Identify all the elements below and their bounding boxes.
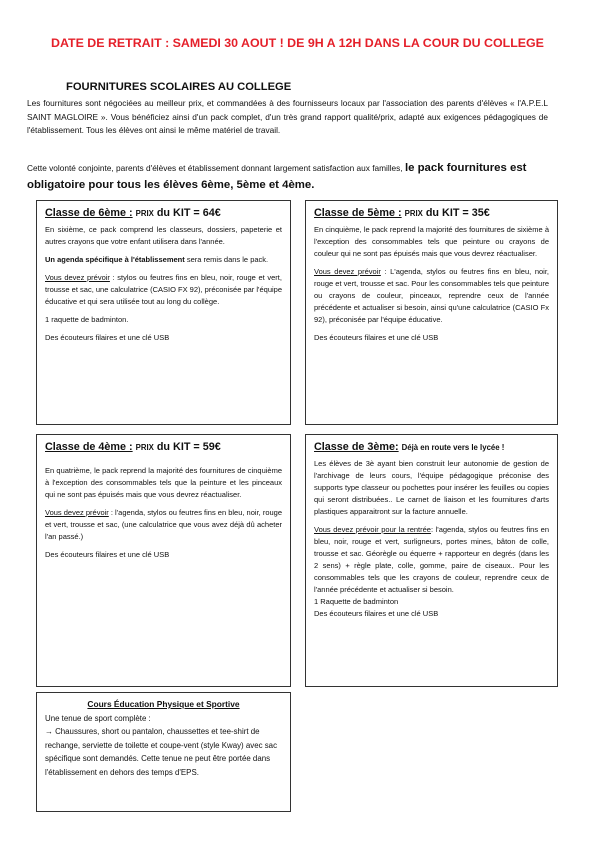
pickup-date-banner: DATE DE RETRAIT : SAMEDI 30 AOUT ! DE 9H A 12H DANS LA COUR DU COLLEGE xyxy=(51,36,544,50)
class-3-label: Classe de 3ème: xyxy=(314,441,399,453)
class-5-prevoir-label: Vous devez prévoir xyxy=(314,267,381,276)
intro-paragraph: Les fournitures sont négociées au meilleur prix, et commandées à des fournisseurs locaux par l'association des parents d'élèves « l'A.P.E.L SAINT MAGLOIRE ». Vous bénéficiez ainsi d'un pack complet, d'un très grand rapport qualité/prix, adapté aux exigences pédagogiques de l'établissement. Tous les élèves ont ainsi le même matériel de travail. xyxy=(27,98,548,136)
class-6-agenda-rest: sera remis dans le pack. xyxy=(184,255,269,264)
class-6-box xyxy=(36,200,291,425)
class-6-agenda-bold: Un agenda spécifique à l'établissement xyxy=(45,255,185,264)
class-6-racket: 1 raquette de badminton. xyxy=(45,315,129,324)
class-6-agenda xyxy=(45,254,282,266)
class-3-box xyxy=(305,434,558,687)
class-6-kit-price xyxy=(136,207,221,219)
class-3-heading xyxy=(314,440,549,455)
eps-box xyxy=(36,692,291,812)
class-6-label: Classe de 6ème : xyxy=(45,207,133,219)
class-5-kit-prefix: PRIX xyxy=(404,209,423,218)
class-6-prevoir xyxy=(45,272,282,308)
class-4-kit-label: du KIT = 59€ xyxy=(156,441,221,453)
class-6-kit-label: du KIT = 64€ xyxy=(156,207,221,219)
class-5-heading xyxy=(314,206,549,221)
class-3-racket: 1 Raquette de badminton xyxy=(314,597,399,606)
section-title: FOURNITURES SCOLAIRES AU COLLEGE xyxy=(66,81,292,93)
class-4-prevoir xyxy=(45,507,282,543)
class-3-headphones: Des écouteurs filaires et une clé USB xyxy=(314,609,439,618)
class-3-subtitle xyxy=(402,441,505,453)
class-6-heading xyxy=(45,206,282,221)
class-6-kit-prefix: PRIX xyxy=(135,209,154,218)
intro2-bold: le pack fournitures est obligatoire pour tous les élèves 6ème, 5ème et 4ème. xyxy=(27,162,527,191)
intro2-lead: Cette volonté conjointe, parents d'élèves et établissement donnant largement satisfaction aux familles, xyxy=(27,163,405,173)
class-5-description: En cinquième, le pack reprend la majorité des fournitures de sixième à l'exception des consommables tels que peinture ou crayons de couleur qui ne sont pas épuisés mais que vous devrez réactualiser. xyxy=(314,225,549,258)
class-5-prevoir xyxy=(314,266,549,326)
class-5-label: Classe de 5ème : xyxy=(314,207,402,219)
class-5-prevoir-text: : L'agenda, stylos ou feutres fins en bleu, noir, rouge et vert, trousse et sac. Pour les consommables tels que peinture ou crayons de couleur, pinceaux, reprendre ceux de l'année précédente et actualiser si besoin, ainsi qu'une calculatrice (CASIO Fx 92), préconisée par l'équipe éducative. xyxy=(314,267,549,324)
class-4-kit-price xyxy=(136,441,221,453)
eps-title: Cours Éducation Physique et Sportive xyxy=(87,699,240,709)
class-4-headphones: Des écouteurs filaires et une clé USB xyxy=(45,550,170,559)
class-6-prevoir-label: Vous devez prévoir xyxy=(45,273,110,282)
class-4-heading xyxy=(45,440,282,455)
eps-body: → Chaussures, short ou pantalon, chaussettes et tee-shirt de rechange, serviette de toilette et coupe-vent (style Kway) avec sac spécifique sont demandés. Cette tenue ne peut être portée dans l'établissement en dehors des temps d'EPS. xyxy=(45,727,278,777)
class-3-subtitle-text: Déjà en route vers le lycée ! xyxy=(401,443,505,452)
class-3-description: Les élèves de 3è ayant bien construit leur autonomie de gestion de l'archivage de leurs cours, l'équipe pédagogique préconise des supports type classeur ou pochettes pour insérer les feuilles ou copies qui seront distribuées.. Le carnet de liaison et les fournitures d'arts plastiques apparaitront sur la facture annuelle. xyxy=(314,459,549,516)
class-5-headphones: Des écouteurs filaires et une clé USB xyxy=(314,333,439,342)
eps-line1: Une tenue de sport complète : xyxy=(45,713,151,723)
class-5-kit-price xyxy=(405,207,490,219)
class-6-prevoir-text: : stylos ou feutres fins en bleu, noir, rouge et vert, trousse et sac, une calculatrice (CASIO FX 92), préconisée par l'équipe éducative et qui sera utilisée tout au long du collège. xyxy=(45,273,282,306)
class-4-box xyxy=(36,434,291,687)
class-4-prevoir-text: : l'agenda, stylos ou feutres fins en bleu, noir, rouge et vert, trousse et sac, (une calculatrice que vous avez déjà dû acheter l'an passé.) xyxy=(45,508,283,541)
class-3-prevoir xyxy=(314,524,549,596)
class-4-kit-prefix: PRIX xyxy=(135,443,154,452)
class-3-prevoir-label: Vous devez prévoir pour la rentrée xyxy=(314,525,431,534)
class-4-label: Classe de 4ème : xyxy=(45,441,133,453)
class-4-prevoir-label: Vous devez prévoir xyxy=(45,508,109,517)
class-5-kit-label: du KIT = 35€ xyxy=(425,207,490,219)
class-6-description: En sixième, ce pack comprend les classeurs, dossiers, papeterie et autres crayons que votre enfant utilisera dans l'année. xyxy=(45,225,282,246)
class-6-headphones: Des écouteurs filaires et une clé USB xyxy=(45,333,170,342)
mandatory-pack-paragraph xyxy=(27,160,553,194)
class-4-description: En quatrième, le pack reprend la majorité des fournitures de cinquième à l'exception des consommables tels que la peinture et les pinceaux qui ne sont pas épuisés mais que vous devrez réactualiser. xyxy=(45,466,282,499)
class-5-box xyxy=(305,200,558,425)
class-3-prevoir-text: : l'agenda, stylos ou feutres fins en bleu, noir, rouge et vert, surligneurs, portes mines, bâton de colle, trousse et sac. Géorègle ou équerre + rapporteur en degrés (dans les 2 sens) + règle plate, colle, gomme, paire de ciseaux.. Pour les consommables tels que les crayons de couleur, reprendre ceux de l'année précédente et actualiser si besoin. xyxy=(314,525,549,594)
